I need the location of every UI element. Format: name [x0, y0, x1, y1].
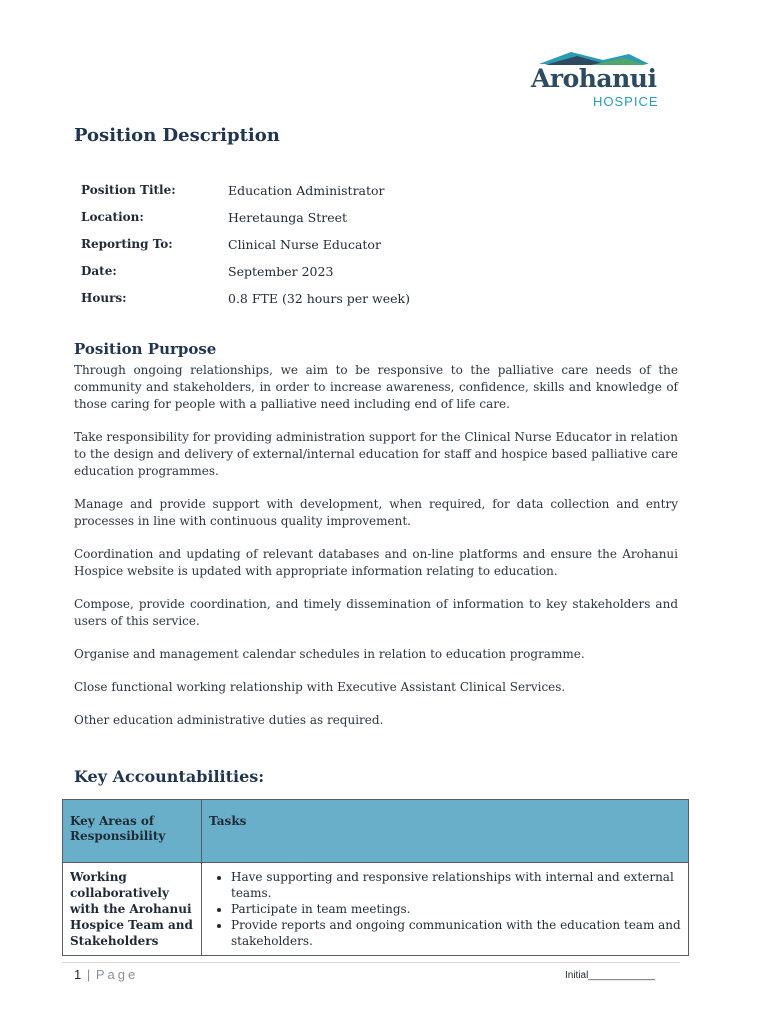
- detail-value: 0.8 FTE (32 hours per week): [228, 291, 411, 306]
- detail-label: Position Title:: [81, 183, 176, 197]
- purpose-paragraph: Close functional working relationship with Executive Assistant Clinical Services.: [74, 680, 566, 694]
- logo-name: Arohanui: [531, 64, 657, 93]
- logo-subtitle: HOSPICE: [593, 94, 659, 109]
- position-purpose-body: [74, 362, 678, 745]
- detail-label: Hours:: [81, 291, 127, 305]
- initial-label: Initial: [565, 970, 589, 981]
- detail-label: Reporting To:: [81, 237, 173, 251]
- arohanui-hospice-logo: [513, 36, 677, 122]
- header-tasks: Tasks: [202, 800, 689, 863]
- task-item: • Participate in team meetings.: [231, 901, 681, 917]
- initial-blank: ____________: [588, 970, 656, 981]
- page-number-value: 1: [74, 967, 83, 982]
- area-cell: Working collaboratively with the Arohanui Hospice Team and Stakeholders: [63, 863, 202, 956]
- key-accountabilities-table: [62, 799, 689, 956]
- document-title: Position Description: [74, 125, 280, 146]
- table-row: [63, 863, 689, 956]
- tasks-cell: [202, 863, 689, 956]
- key-accountabilities-heading: Key Accountabilities:: [74, 767, 265, 786]
- purpose-paragraph: Through ongoing relationships, we aim to be responsive to the palliative care needs of the community and stakeholders, in order to increase awareness, confidence, skills and knowledge of those caring for people with a palliative need including end of life care.: [74, 363, 678, 411]
- detail-value: Education Administrator: [228, 183, 385, 198]
- detail-value: Clinical Nurse Educator: [228, 237, 381, 252]
- purpose-paragraph: Take responsibility for providing administration support for the Clinical Nurse Educator in relation to the design and delivery of external/internal education for staff and hospice based palliative care education programmes.: [74, 430, 678, 478]
- task-item: • Have supporting and responsive relationships with internal and external teams.: [231, 869, 681, 901]
- initial-field: [565, 970, 655, 981]
- task-list: [209, 869, 681, 949]
- page-separator: |: [86, 967, 92, 982]
- header-key-areas: Key Areas of Responsibility: [63, 800, 202, 863]
- page-word: Page: [95, 967, 139, 982]
- footer-divider: [62, 962, 680, 963]
- position-purpose-heading: Position Purpose: [74, 340, 217, 358]
- detail-value: September 2023: [228, 264, 334, 279]
- page-number: [74, 967, 138, 982]
- task-item: • Provide reports and ongoing communication with the education team and stakeholders.: [231, 917, 681, 949]
- purpose-paragraph: Manage and provide support with development, when required, for data collection and entry processes in line with continuous quality improvement.: [74, 497, 678, 528]
- detail-label: Location:: [81, 210, 144, 224]
- purpose-paragraph: Organise and management calendar schedules in relation to education programme.: [74, 647, 585, 661]
- purpose-paragraph: Other education administrative duties as required.: [74, 713, 384, 727]
- detail-value: Heretaunga Street: [228, 210, 348, 225]
- purpose-paragraph: Compose, provide coordination, and timely dissemination of information to key stakeholders and users of this service.: [74, 597, 678, 628]
- purpose-paragraph: Coordination and updating of relevant databases and on-line platforms and ensure the Arohanui Hospice website is updated with appropriate information relating to education.: [74, 547, 678, 578]
- table-header-row: [63, 800, 689, 863]
- detail-label: Date:: [81, 264, 117, 278]
